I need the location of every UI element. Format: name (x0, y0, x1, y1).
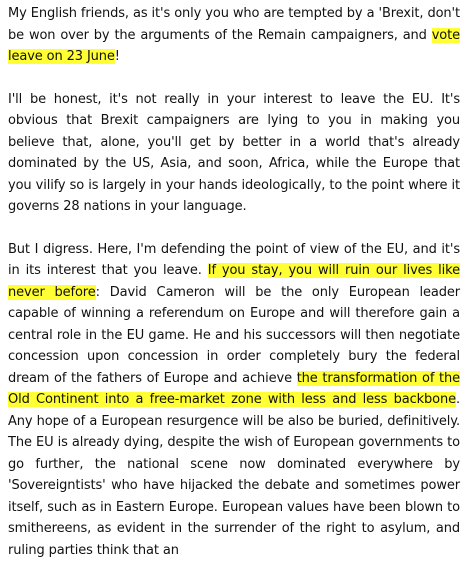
text-segment: My English friends, as it's only you who are tempted by a 'Brexit, don't be won over by the arguments of the Remain campaigners, and (8, 6, 460, 43)
paragraph-3 (8, 239, 460, 562)
highlighted-text: If you stay, you will ruin our lives like never before (8, 263, 460, 300)
text-segment: I'll be honest, it's not really in your interest to leave the EU. It's obvious that Brexit campaigners are lying to you in making you believe that, alone, you'll get by better in a world that's already dominated by the US, Asia, and soon, Africa, while the Europe that you vilify so is largely in your hands ideologically, to the point where it governs 28 nations in your language. (8, 91, 460, 214)
highlighted-text: the transformation of the Old Continent into a free-market zone with less and less backbone (8, 370, 460, 407)
paragraph-2 (8, 89, 460, 218)
document-body (8, 3, 460, 582)
highlighted-text: vote leave on 23 June (8, 27, 460, 64)
paragraph-1 (8, 3, 460, 68)
text-segment: But I digress. Here, I'm defending the point of view of the EU, and it's in its interest that you leave. (8, 241, 460, 278)
text-segment: ! (114, 49, 120, 64)
text-segment: . Any hope of a European resurgence will be also be buried, definitively. The EU is already dying, despite the wish of European governments to go further, the national scene now dominated everywhere by 'Sovereigntists' who have hijacked the debate and sometimes power itself, such as in Eastern Europe. European values have been blown to smithereens, as evident in the surrender of the right to asylum, and ruling parties think that an (8, 392, 460, 558)
text-segment: : David Cameron will be the only European leader capable of winning a referendum on Europe and will therefore gain a central role in the EU game. He and his successors will then negotiate concession upon concession in order completely bury the federal dream of the fathers of Europe and achieve (8, 284, 460, 386)
